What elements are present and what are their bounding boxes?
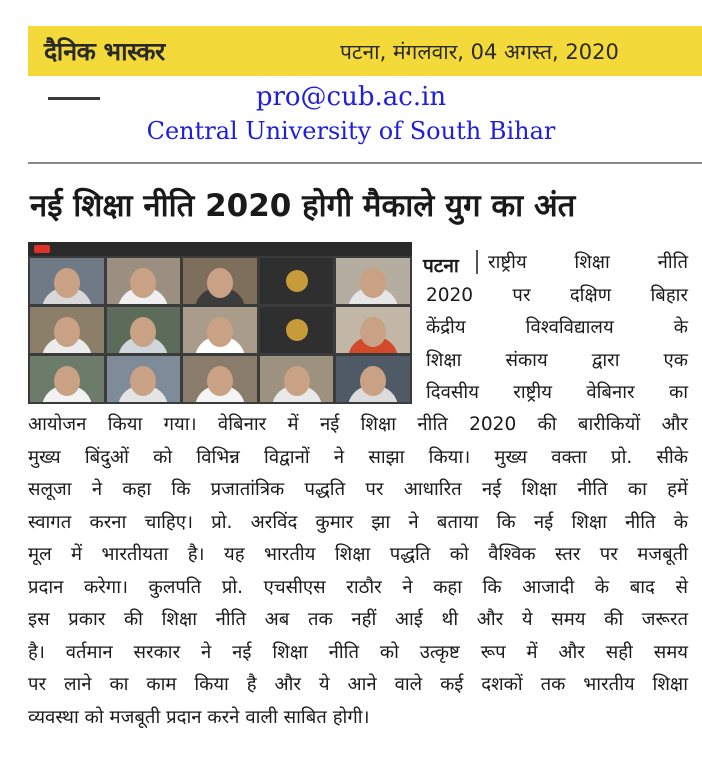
person-icon bbox=[207, 366, 233, 396]
article-line: मूल में भारतीयता है। यह भारतीय शिक्षा पद्धति को वैश्विक स्तर पर मजबूती bbox=[28, 544, 688, 565]
participant-tile bbox=[30, 258, 104, 304]
article-line: स्वागत करना चाहिए। प्रो. अरविंद कुमार झा ने बताया कि नई शिक्षा नीति के bbox=[28, 511, 688, 533]
organization-name: Central University of South Bihar bbox=[146, 117, 556, 145]
article-line: 2020 पर दक्षिण बिहार bbox=[426, 284, 688, 306]
person-icon bbox=[54, 268, 80, 298]
article-line: मुख्य बिंदुओं को विभिन्न विद्वानों ने साझा किया। मुख्य वक्ता प्रो. सीके bbox=[28, 446, 688, 468]
edition-dateline: पटना, मंगलवार, 04 अगस्त, 2020 bbox=[340, 40, 619, 64]
newspaper-masthead: दैनिक भास्कर bbox=[44, 37, 165, 66]
participant-tile bbox=[30, 307, 104, 353]
article-dateline-tag: पटना bbox=[423, 255, 459, 277]
avatar-icon bbox=[286, 270, 308, 292]
participant-tile bbox=[260, 356, 334, 402]
article-line: प्रदान करेगा। कुलपति प्रो. एचसीएस राठौर ने कहा कि आजादी के बाद से bbox=[28, 576, 688, 598]
person-icon bbox=[54, 366, 80, 396]
article-line: शिक्षा संकाय द्वारा एक bbox=[426, 349, 688, 371]
person-icon bbox=[284, 366, 310, 396]
article-line: केंद्रीय विश्वविद्यालय के bbox=[426, 317, 688, 338]
article-line: सलूजा ने कहा कि प्रजातांत्रिक पद्धति पर आधारित नई शिक्षा नीति का हमें bbox=[28, 479, 688, 500]
contact-email: pro@cub.ac.in bbox=[255, 82, 447, 112]
dateline-separator bbox=[476, 250, 478, 274]
person-icon bbox=[54, 317, 80, 347]
participant-tile bbox=[183, 307, 257, 353]
person-icon bbox=[207, 317, 233, 347]
participant-tile bbox=[260, 307, 334, 353]
participant-tile bbox=[30, 356, 104, 402]
article-line: दिवसीय राष्ट्रीय वेबिनार का bbox=[426, 382, 688, 403]
article-line: है। वर्तमान सरकार ने नई शिक्षा नीति को उत्कृष्ट रूप में और सही समय bbox=[28, 641, 688, 663]
participant-tile bbox=[107, 258, 181, 304]
person-icon bbox=[207, 268, 233, 298]
section-rule bbox=[28, 162, 702, 164]
participant-tile bbox=[107, 307, 181, 353]
article-line: पर लाने का काम किया है और ये आने वाले कई दशकों तक भारतीय शिक्षा bbox=[28, 674, 688, 695]
participant-tile bbox=[107, 356, 181, 402]
participant-grid bbox=[30, 258, 410, 402]
participant-tile bbox=[336, 307, 410, 353]
record-icon bbox=[34, 245, 50, 253]
article-line: आयोजन किया गया। वेबिनार में नई शिक्षा नीति 2020 की बारीकियों और bbox=[28, 414, 688, 435]
video-toolbar bbox=[28, 242, 412, 256]
participant-tile bbox=[183, 356, 257, 402]
article-line: इस प्रकार की शिक्षा नीति अब तक नहीं आई थी और ये समय की जरूरत bbox=[28, 609, 688, 630]
article-headline: नई शिक्षा नीति 2020 होगी मैकाले युग का अंत bbox=[30, 188, 576, 224]
webinar-photo bbox=[28, 242, 412, 404]
avatar-icon bbox=[286, 319, 308, 341]
participant-tile bbox=[260, 258, 334, 304]
article-line: राष्ट्रीय शिक्षा नीति bbox=[488, 252, 688, 273]
participant-tile bbox=[183, 258, 257, 304]
participant-tile bbox=[336, 258, 410, 304]
article-line: व्यवस्था को मजबूती प्रदान करने वाली साबित होगी। bbox=[28, 706, 370, 728]
participant-tile bbox=[336, 356, 410, 402]
